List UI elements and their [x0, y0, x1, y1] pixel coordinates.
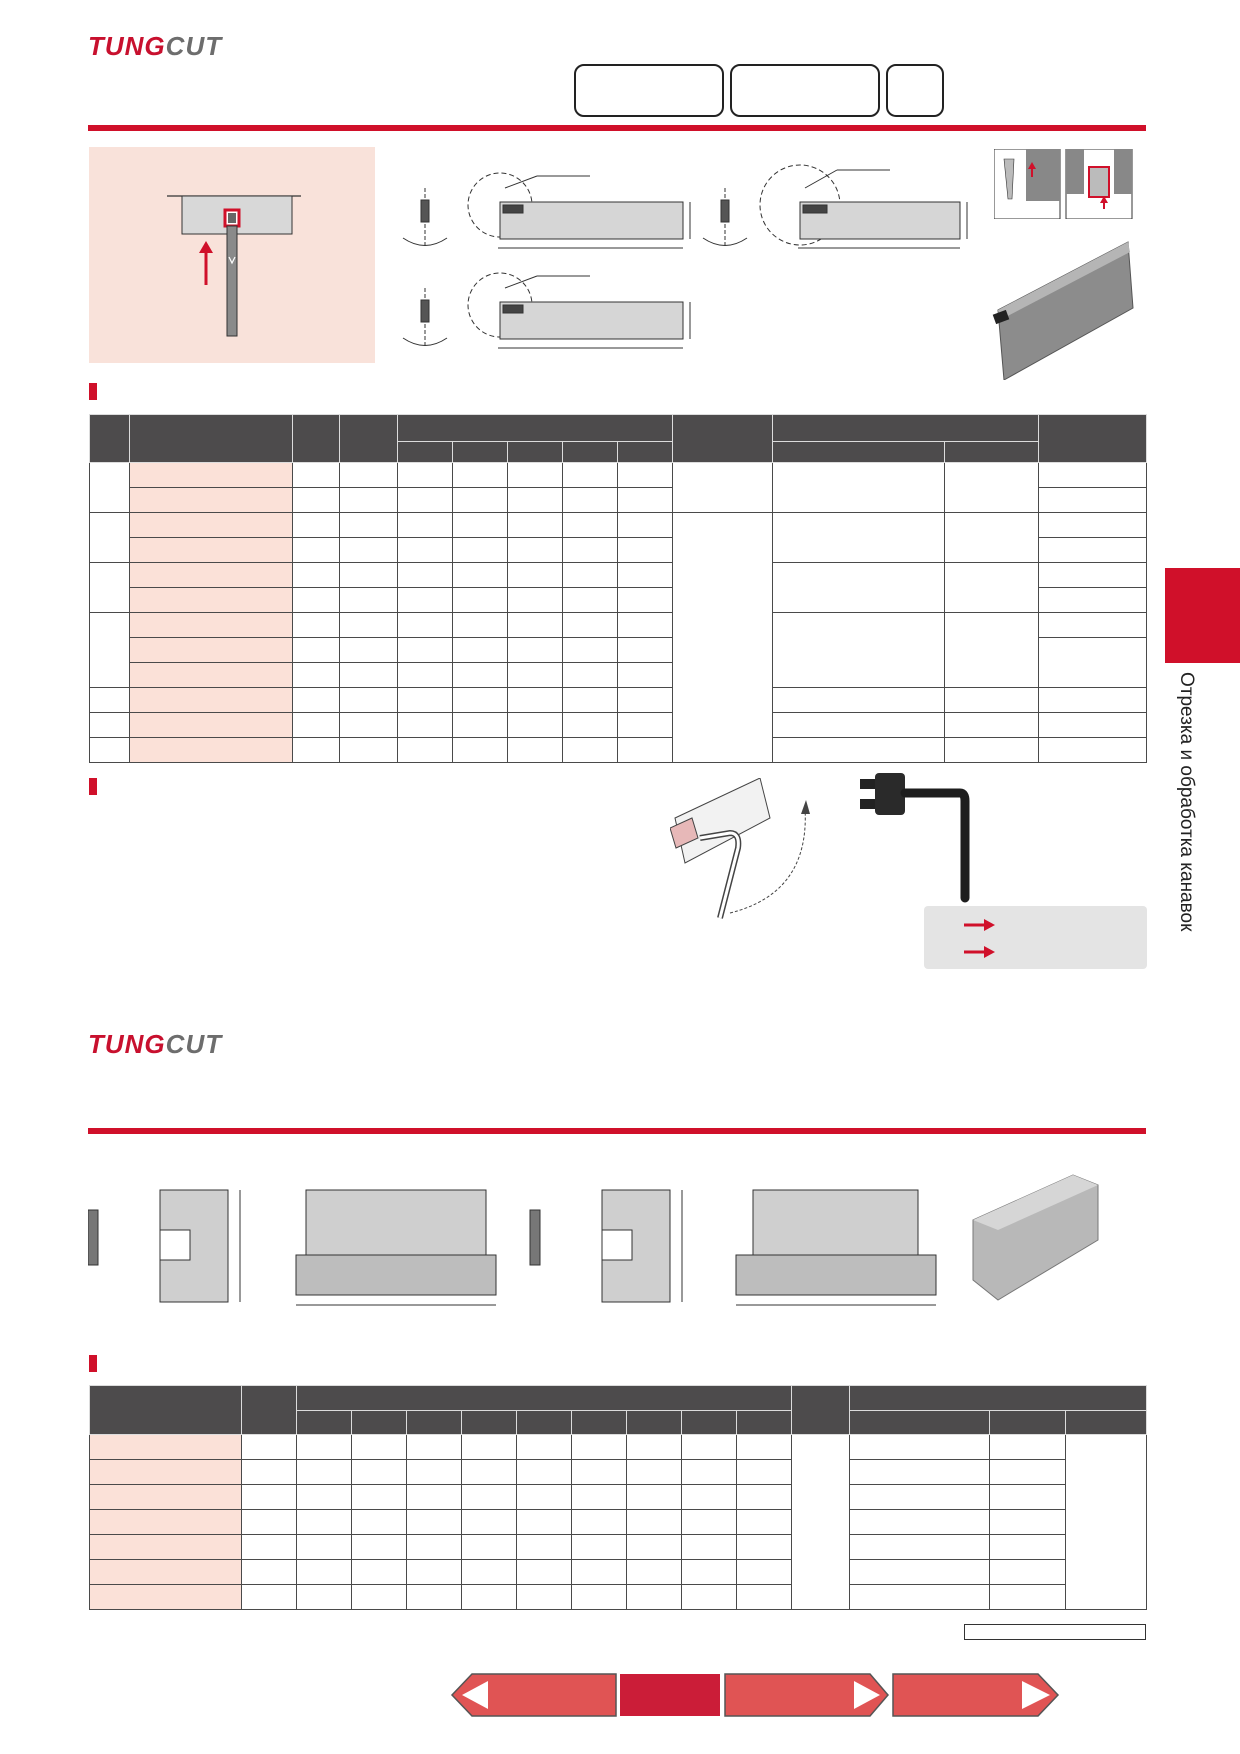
- block-side-view-2: [530, 1190, 682, 1302]
- arrow-right-icon: [964, 918, 996, 932]
- side-tab-label: Отрезка и обработка канавок: [1176, 672, 1197, 932]
- blade-drawing-1: [403, 173, 690, 248]
- tungcut-logo: TUNGCUT: [88, 1029, 223, 1059]
- top-red-divider: [88, 125, 1146, 131]
- bottom-red-divider: [88, 1128, 1146, 1134]
- block-side-view-1: [88, 1190, 240, 1302]
- blade-holder-icon: [988, 240, 1138, 380]
- blade-specs-table: [89, 414, 1147, 763]
- footnote-box: [964, 1624, 1146, 1640]
- block-front-view-2: [736, 1190, 936, 1305]
- section-marker: [89, 383, 97, 400]
- arrow-right-icon: [964, 945, 996, 959]
- header-box-3: [886, 64, 944, 117]
- nav-next-button[interactable]: [724, 1673, 890, 1717]
- hex-key-icon: [845, 773, 975, 903]
- header-box-1: [574, 64, 724, 117]
- section-marker: [89, 1355, 97, 1372]
- application-thumbnails: [994, 149, 1134, 219]
- block-specs-table: [89, 1385, 1147, 1610]
- tungcut-logo: TUNGCUT: [88, 31, 223, 61]
- blade-drawing-3: [703, 165, 967, 248]
- tool-block-icon: [973, 1175, 1098, 1300]
- tool-block-drawings: [88, 1170, 1138, 1340]
- nav-next-section-button[interactable]: [892, 1673, 1060, 1717]
- nav-current-page-button[interactable]: [620, 1674, 720, 1716]
- header-box-2: [730, 64, 880, 117]
- nav-prev-section-button[interactable]: [450, 1673, 618, 1717]
- blade-drawing-2: [403, 273, 690, 348]
- application-panel: [89, 147, 375, 363]
- block-front-view-1: [296, 1190, 496, 1305]
- arrow-up-icon: [199, 241, 213, 285]
- legend-box: [924, 906, 1147, 969]
- blade-drawings: [395, 158, 985, 368]
- application-diagram: [89, 147, 375, 363]
- side-tab[interactable]: [1165, 568, 1240, 663]
- key-usage-diagram: [670, 778, 820, 928]
- section-marker: [89, 778, 97, 795]
